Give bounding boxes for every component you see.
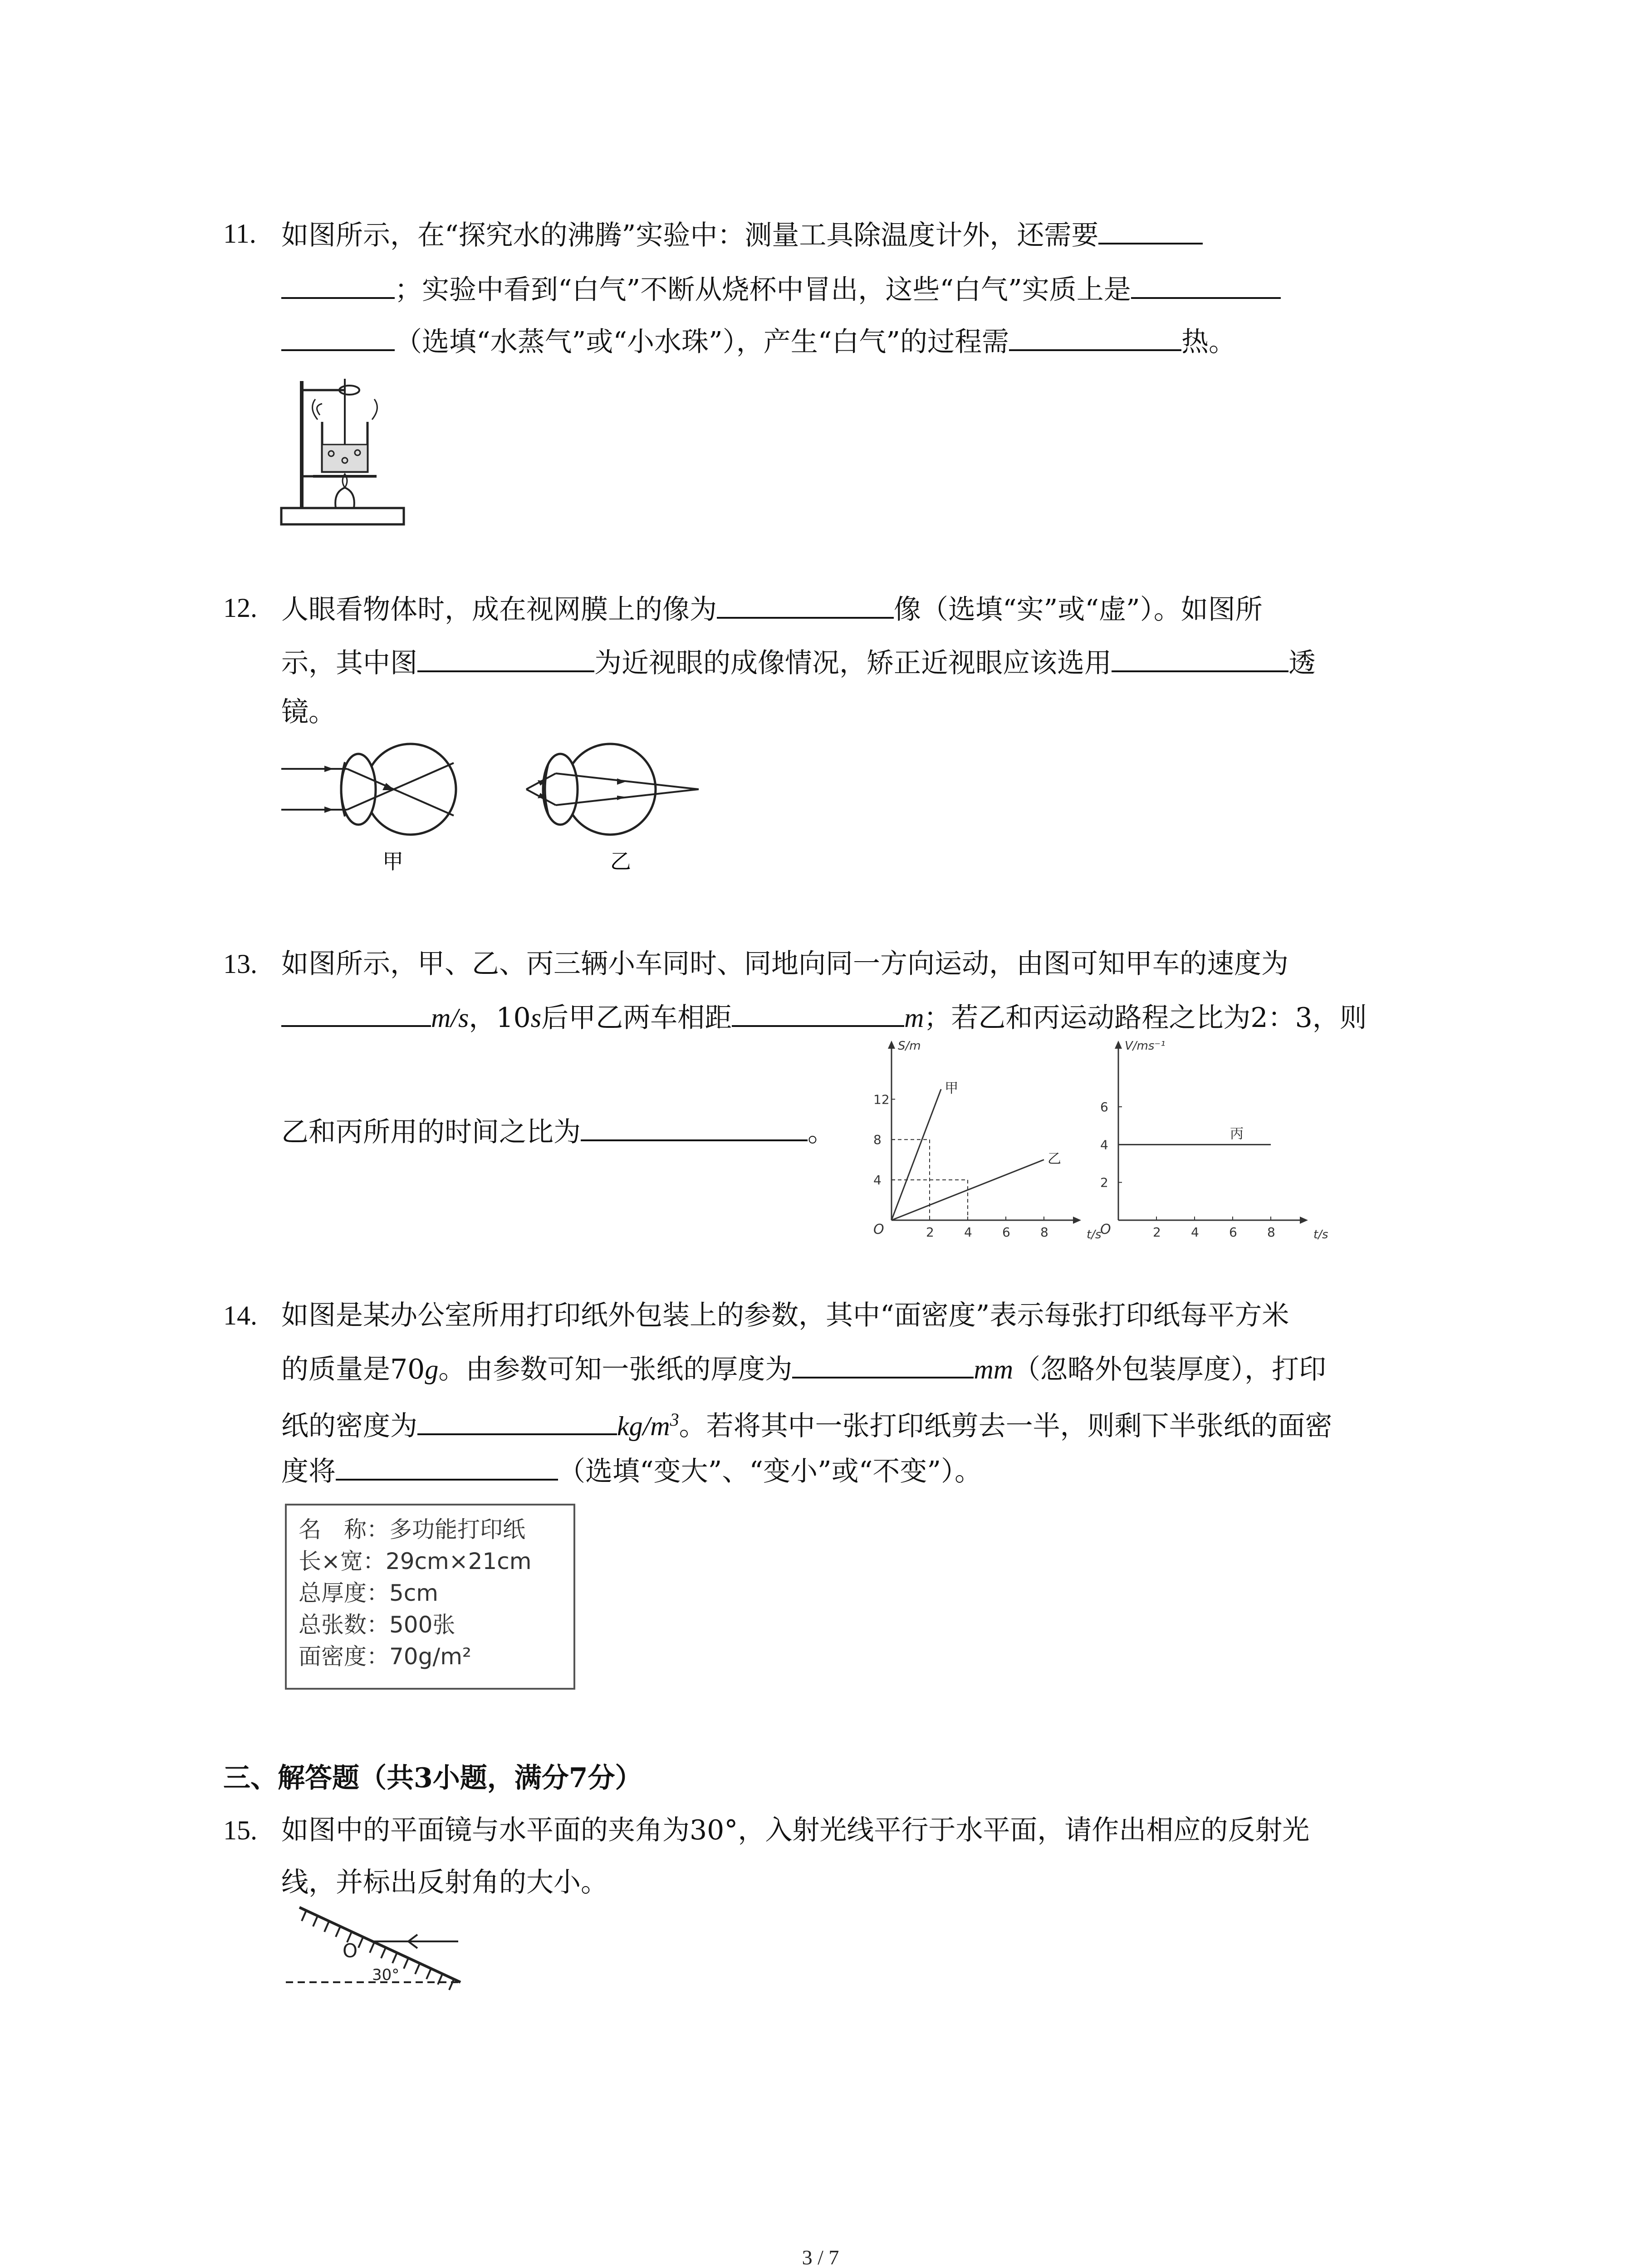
y-tick-label: 12 bbox=[873, 1092, 890, 1107]
question-text bbox=[281, 590, 1263, 628]
y-tick-label: 6 bbox=[1100, 1100, 1108, 1114]
spec-line: 总张数：500张 bbox=[299, 1612, 456, 1638]
spec-line: 面密度：70g/m² bbox=[299, 1643, 471, 1670]
answer-blank[interactable] bbox=[417, 1406, 617, 1435]
x-tick-label: 8 bbox=[1267, 1225, 1275, 1240]
origin-label: O bbox=[873, 1222, 884, 1237]
series-line bbox=[892, 1089, 941, 1220]
unit-text: kg/m bbox=[617, 1411, 670, 1441]
text-line: 如图是某办公室所用打印纸外包装上的参数，其中“面密度”表示每张打印纸每平方米 bbox=[281, 1300, 1289, 1331]
text-line: 。 bbox=[808, 1116, 835, 1148]
answer-blank[interactable] bbox=[792, 1349, 974, 1378]
figure-label: 甲 bbox=[382, 849, 403, 874]
question-text bbox=[281, 1402, 1332, 1444]
text-line: 像（选填“实”或“虚”）。如图所 bbox=[894, 594, 1263, 626]
velocity-time-chart bbox=[1091, 1039, 1328, 1247]
boiling-apparatus-figure bbox=[277, 372, 408, 526]
answer-blank[interactable] bbox=[417, 643, 594, 672]
x-axis-arrow bbox=[1073, 1217, 1081, 1224]
y-axis-arrow bbox=[1115, 1041, 1122, 1049]
angle-label: 30° bbox=[372, 1966, 400, 1984]
y-tick-label: 4 bbox=[1100, 1137, 1108, 1153]
eye-diagram-b bbox=[524, 735, 715, 885]
question-number: 14. bbox=[223, 1300, 257, 1330]
text-line: 。由参数可知一张纸的厚度为 bbox=[438, 1354, 793, 1385]
distance-time-chart bbox=[864, 1039, 1100, 1247]
question-text bbox=[281, 1112, 835, 1150]
answer-blank[interactable] bbox=[281, 270, 395, 299]
x-tick-label: 4 bbox=[1191, 1225, 1199, 1240]
y-tick-label: 4 bbox=[873, 1173, 882, 1188]
section-heading: 三、解答题（共3小题，满分7分） bbox=[223, 1762, 642, 1794]
question-text bbox=[281, 998, 1367, 1036]
series-label: 丙 bbox=[1230, 1126, 1244, 1142]
text-line: 如图所示，甲、乙、丙三辆小车同时、同地向同一方向运动，由图可知甲车的速度为 bbox=[281, 948, 1288, 980]
text-line: 。若将其中一张打印纸剪去一半，则剩下半张纸的面密 bbox=[679, 1410, 1332, 1442]
series-label: 乙 bbox=[1048, 1151, 1061, 1167]
text-line: 乙和丙所用的时间之比为 bbox=[281, 1116, 581, 1148]
text-line: 后甲乙两车相距 bbox=[541, 1002, 732, 1034]
answer-blank[interactable] bbox=[1098, 215, 1203, 244]
x-axis-label: t/s bbox=[1313, 1228, 1328, 1242]
y-axis-label: S/m bbox=[898, 1039, 921, 1053]
x-tick-label: 4 bbox=[964, 1225, 972, 1240]
question-text bbox=[281, 1812, 1309, 1848]
text-line: 如图中的平面镜与水平面的夹角为30°，入射光线平行于水平面，请作出相应的反射光 bbox=[281, 1814, 1310, 1846]
text-line: （选填“变大”、“变小”或“不变”）。 bbox=[558, 1456, 982, 1487]
answer-blank[interactable] bbox=[336, 1452, 558, 1481]
question-text bbox=[281, 946, 1288, 982]
question-text bbox=[281, 1452, 982, 1490]
text-line: （选填“水蒸气”或“小水珠”），产生“白气”的过程需 bbox=[395, 326, 1009, 358]
answer-blank[interactable] bbox=[1009, 322, 1181, 351]
question-text bbox=[281, 1297, 1289, 1334]
unit-superscript: 3 bbox=[670, 1409, 679, 1430]
y-axis-label: V/ms⁻¹ bbox=[1125, 1039, 1166, 1053]
y-tick-label: 2 bbox=[1100, 1175, 1108, 1190]
question-text bbox=[281, 643, 1316, 681]
figure-label: 乙 bbox=[610, 849, 631, 874]
text-line: 示，其中图 bbox=[281, 647, 417, 679]
question-number: 12. bbox=[223, 593, 257, 623]
x-axis-arrow bbox=[1300, 1217, 1308, 1224]
answer-blank[interactable] bbox=[732, 998, 904, 1027]
question-text bbox=[281, 1349, 1326, 1388]
point-label: O bbox=[343, 1940, 358, 1962]
series-line bbox=[892, 1160, 1044, 1220]
unit-text: g bbox=[425, 1354, 439, 1384]
question-text bbox=[281, 215, 1203, 254]
text-line: ；若乙和丙运动路程之比为2：3，则 bbox=[924, 1002, 1367, 1034]
text-line: 为近视眼的成像情况，矫正近视眼应该选用 bbox=[594, 647, 1112, 679]
unit-text: m/s bbox=[431, 1003, 469, 1033]
question-text bbox=[281, 1864, 608, 1901]
answer-blank[interactable] bbox=[281, 998, 431, 1027]
x-tick-label: 2 bbox=[926, 1225, 934, 1240]
x-tick-label: 6 bbox=[1229, 1225, 1237, 1240]
y-axis-arrow bbox=[888, 1041, 895, 1049]
question-number: 15. bbox=[223, 1815, 257, 1845]
x-axis-label: t/s bbox=[1087, 1228, 1102, 1242]
text-line: 线，并标出反射角的大小。 bbox=[281, 1867, 608, 1898]
text-line: 热。 bbox=[1181, 326, 1236, 358]
text-line: 度将 bbox=[281, 1456, 336, 1487]
spec-line: 名 称：多功能打印纸 bbox=[299, 1516, 525, 1543]
text-line: （忽略外包装厚度），打印 bbox=[1013, 1354, 1327, 1385]
y-tick-label: 8 bbox=[873, 1132, 882, 1148]
x-tick-label: 8 bbox=[1040, 1225, 1048, 1240]
spec-line: 长×宽：29cm×21cm bbox=[299, 1548, 532, 1574]
text-line: ，10 bbox=[469, 1002, 531, 1034]
question-text bbox=[281, 694, 336, 730]
text-line: 透 bbox=[1288, 647, 1316, 679]
answer-blank[interactable] bbox=[581, 1112, 808, 1141]
unit-text: s bbox=[530, 1003, 542, 1033]
unit-text: m bbox=[904, 1003, 924, 1033]
origin-label: O bbox=[1100, 1222, 1111, 1237]
series-label: 甲 bbox=[945, 1080, 959, 1097]
question-number: 13. bbox=[223, 949, 257, 979]
answer-blank[interactable] bbox=[717, 590, 894, 619]
answer-blank[interactable] bbox=[1131, 270, 1281, 299]
text-line: 的质量是70 bbox=[281, 1354, 425, 1385]
x-tick-label: 2 bbox=[1153, 1225, 1161, 1240]
x-tick-label: 6 bbox=[1002, 1225, 1010, 1240]
paper-spec-label bbox=[285, 1504, 575, 1690]
unit-text: mm bbox=[974, 1354, 1014, 1384]
answer-blank[interactable] bbox=[1112, 643, 1288, 672]
question-text bbox=[281, 270, 1281, 308]
text-line: 镜。 bbox=[281, 696, 336, 728]
plane-mirror-figure bbox=[279, 1903, 470, 2003]
text-line: ；实验中看到“白气”不断从烧杯中冒出，这些“白气”实质上是 bbox=[395, 274, 1131, 306]
text-line: 如图所示，在“探究水的沸腾”实验中：测量工具除温度计外，还需要 bbox=[281, 220, 1099, 251]
spec-line: 总厚度：5cm bbox=[299, 1580, 439, 1606]
eye-diagram-a bbox=[279, 735, 470, 885]
answer-blank[interactable] bbox=[281, 322, 395, 351]
page-number: 3 / 7 bbox=[802, 2246, 839, 2268]
question-number: 11. bbox=[223, 219, 256, 249]
text-line: 人眼看物体时，成在视网膜上的像为 bbox=[281, 594, 717, 626]
text-line: 纸的密度为 bbox=[281, 1410, 417, 1442]
question-text bbox=[281, 322, 1236, 360]
